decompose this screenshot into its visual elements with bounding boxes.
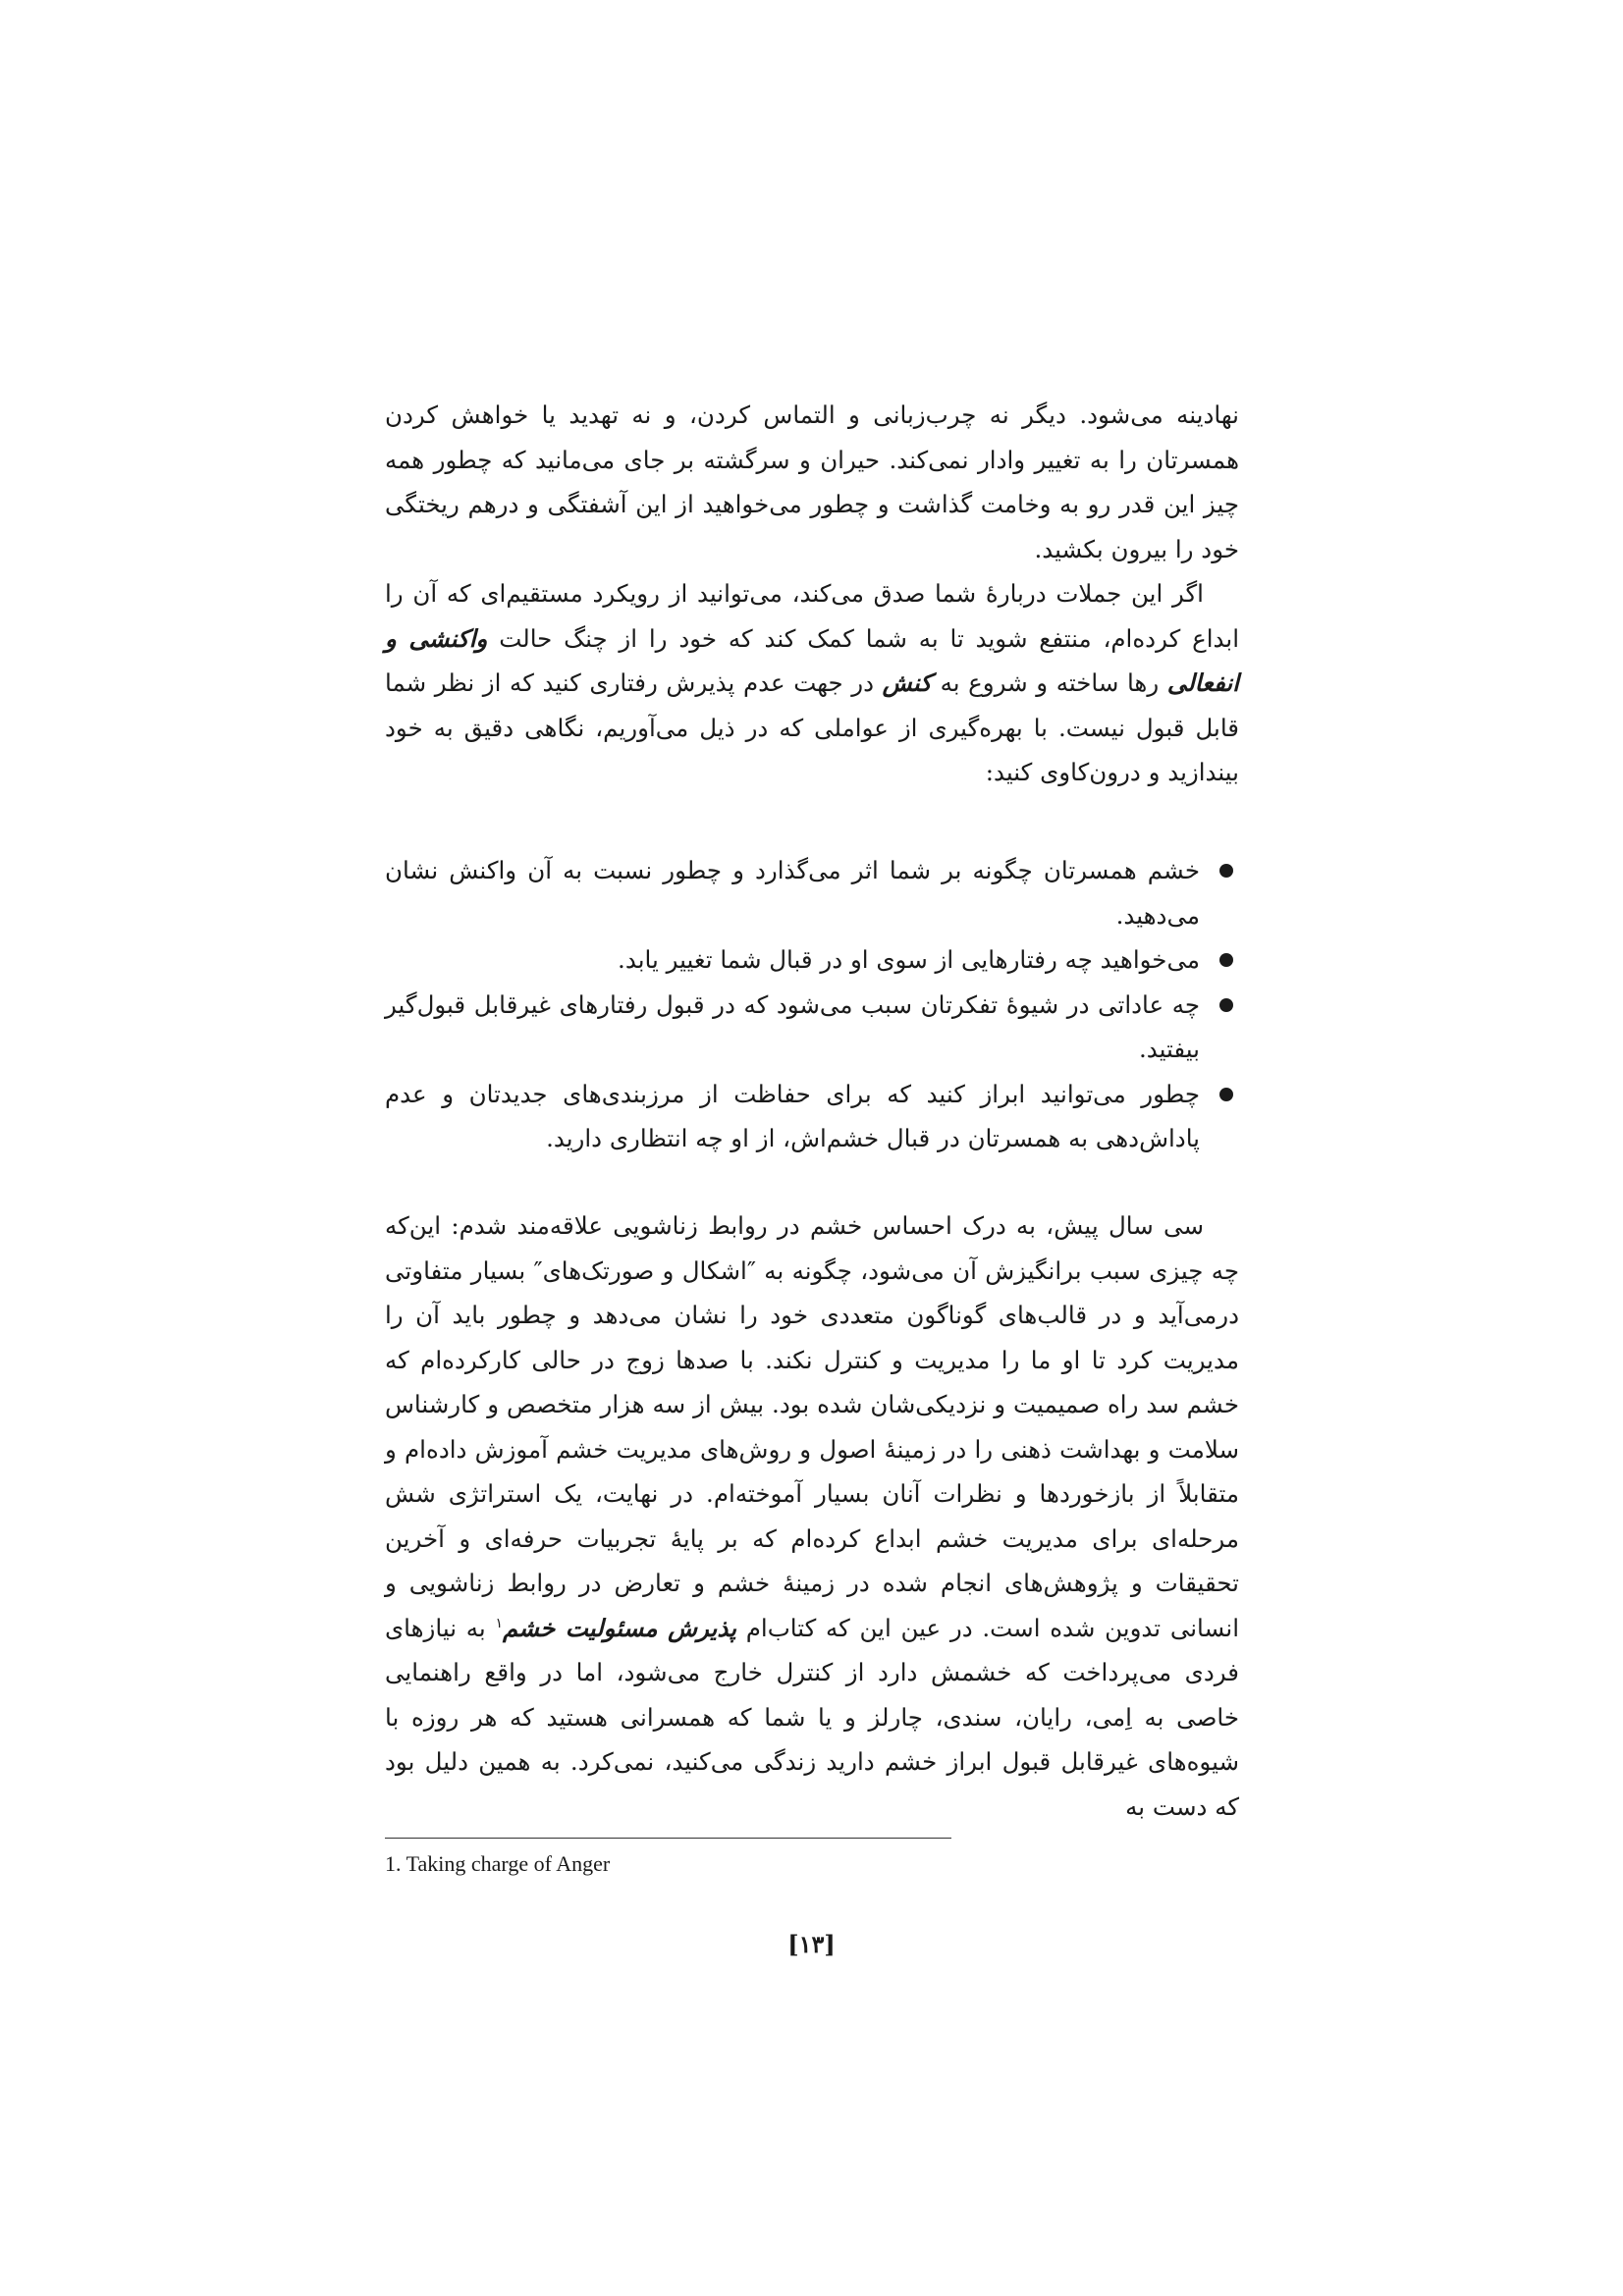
emphasis-reactive-passive: واکنشی و انفعالی bbox=[385, 623, 1239, 697]
paragraph-1: نهادینه می‌شود. دیگر نه چرب‌زبانی و التماس کردن، و نه تهدید یا خواهش کردن همسرتان را به تغییر وادار نمی‌کند. حیران و سرگشته بر جای می‌مانید که چطور همه چیز این قدر رو به وخامت گذاشت و چطور می‌خواهید از این آشفتگی و درهم ریختگی خود را بیرون بکشید. bbox=[385, 400, 1239, 563]
bullet-list bbox=[385, 848, 1239, 1161]
bullet-text: چطور می‌توانید ابراز کنید که برای حفاظت از مرزبندی‌های جدیدتان و عدم پاداش‌دهی به همسرتان در قبال خشم‌اش، از او چه انتظاری دارید. bbox=[385, 1079, 1200, 1152]
bullet-text: چه عاداتی در شیوهٔ تفکرتان سبب می‌شود که در قبول رفتارهای غیرقابل قبول‌گیر بیفتید. bbox=[385, 989, 1200, 1063]
paragraph-3 bbox=[385, 1203, 1239, 1829]
paragraph-2-part-2: رها ساخته و شروع به bbox=[931, 668, 1167, 697]
footnote-divider bbox=[385, 1838, 951, 1839]
bullet-text: می‌خواهید چه رفتارهایی از سوی او در قبال شما تغییر یابد. bbox=[618, 945, 1200, 974]
footnote: 1. Taking charge of Anger bbox=[385, 1851, 611, 1876]
paragraph-3-part-1: سی سال پیش، به درک احساس خشم در روابط زناشویی علاقه‌مند شدم: این‌که چه چیزی سبب برانگیزش آن می‌شود، چگونه به ″اشکال و صورتک‌های″ بسیار متفاوتی درمی‌آید و در قالب‌های گوناگون متعددی خود را نشان می‌دهد و چطور باید آن را مدیریت کرد تا او ما را مدیریت و کنترل نکند. با صدها زوج در حالی کارکرده‌ام که خشم سد راه صمیمیت و نزدیکی‌شان شده بود. بیش از سه هزار متخصص و کارشناس سلامت و بهداشت ذهنی را در زمینهٔ اصول و روش‌های مدیریت خشم آموزش داده‌ام و متقابلاً از بازخوردها و نظرات آنان بسیار آموخته‌ام. در نهایت، یک استراتژی شش مرحله‌ای برای مدیریت خشم ابداع کرده‌ام که بر پایهٔ تجربیات حرفه‌ای و آخرین تحقیقات و پژوهش‌های انجام شده در زمینهٔ خشم و تعارض در روابط زناشویی و انسانی تدوین شده است. در عین این که کتاب‌ام bbox=[385, 1211, 1240, 1642]
list-item bbox=[385, 937, 1239, 983]
emphasis-action: کنش bbox=[882, 668, 932, 697]
list-item bbox=[385, 983, 1239, 1072]
bullet-icon bbox=[1219, 864, 1233, 878]
bullet-text: خشم همسرتان چگونه بر شما اثر می‌گذارد و چطور نسبت به آن واکنش نشان می‌دهید. bbox=[385, 856, 1200, 930]
paragraph-2 bbox=[385, 571, 1239, 795]
footnote-marker[interactable]: ۱ bbox=[495, 1615, 503, 1631]
paragraph-2-part-3: در جهت عدم پذیرش رفتاری کنید که از نظر شما قابل قبول نیست. با بهره‌گیری از عواملی که در ذیل می‌آوریم، نگاهی دقیق به خود بیندازید و درون‌کاوی کنید: bbox=[385, 668, 1239, 786]
body-text-top bbox=[385, 393, 1239, 795]
bullet-icon bbox=[1219, 1088, 1233, 1101]
emphasis-book-title: پذیرش مسئولیت خشم bbox=[502, 1613, 737, 1642]
body-text-bottom bbox=[385, 1203, 1239, 1829]
page-number: [۱۳] bbox=[787, 1930, 836, 1958]
list-item bbox=[385, 848, 1239, 937]
bullet-icon bbox=[1219, 953, 1233, 967]
paragraph-2-part-1: اگر این جملات دربارهٔ شما صدق می‌کند، می‌توانید از رویکرد مستقیم‌ای که آن را ابداع کرده‌ام، منتفع شوید تا به شما کمک کند که خود را از چنگ حالت bbox=[385, 579, 1240, 653]
paragraph-3-part-2: به نیازهای فردی می‌پرداخت که خشمش دارد از کنترل خارج می‌شود، اما در واقع راهنمایی خاصی به اِمی، رایان، سندی، چارلز و یا شما که همسرانی هستید که هر روزه با شیوه‌های غیرقابل قبول ابراز خشم دارید زندگی می‌کنید، نمی‌کرد. به همین دلیل بود که دست به bbox=[385, 1613, 1239, 1821]
list-item bbox=[385, 1072, 1239, 1161]
bullet-icon bbox=[1219, 998, 1233, 1012]
